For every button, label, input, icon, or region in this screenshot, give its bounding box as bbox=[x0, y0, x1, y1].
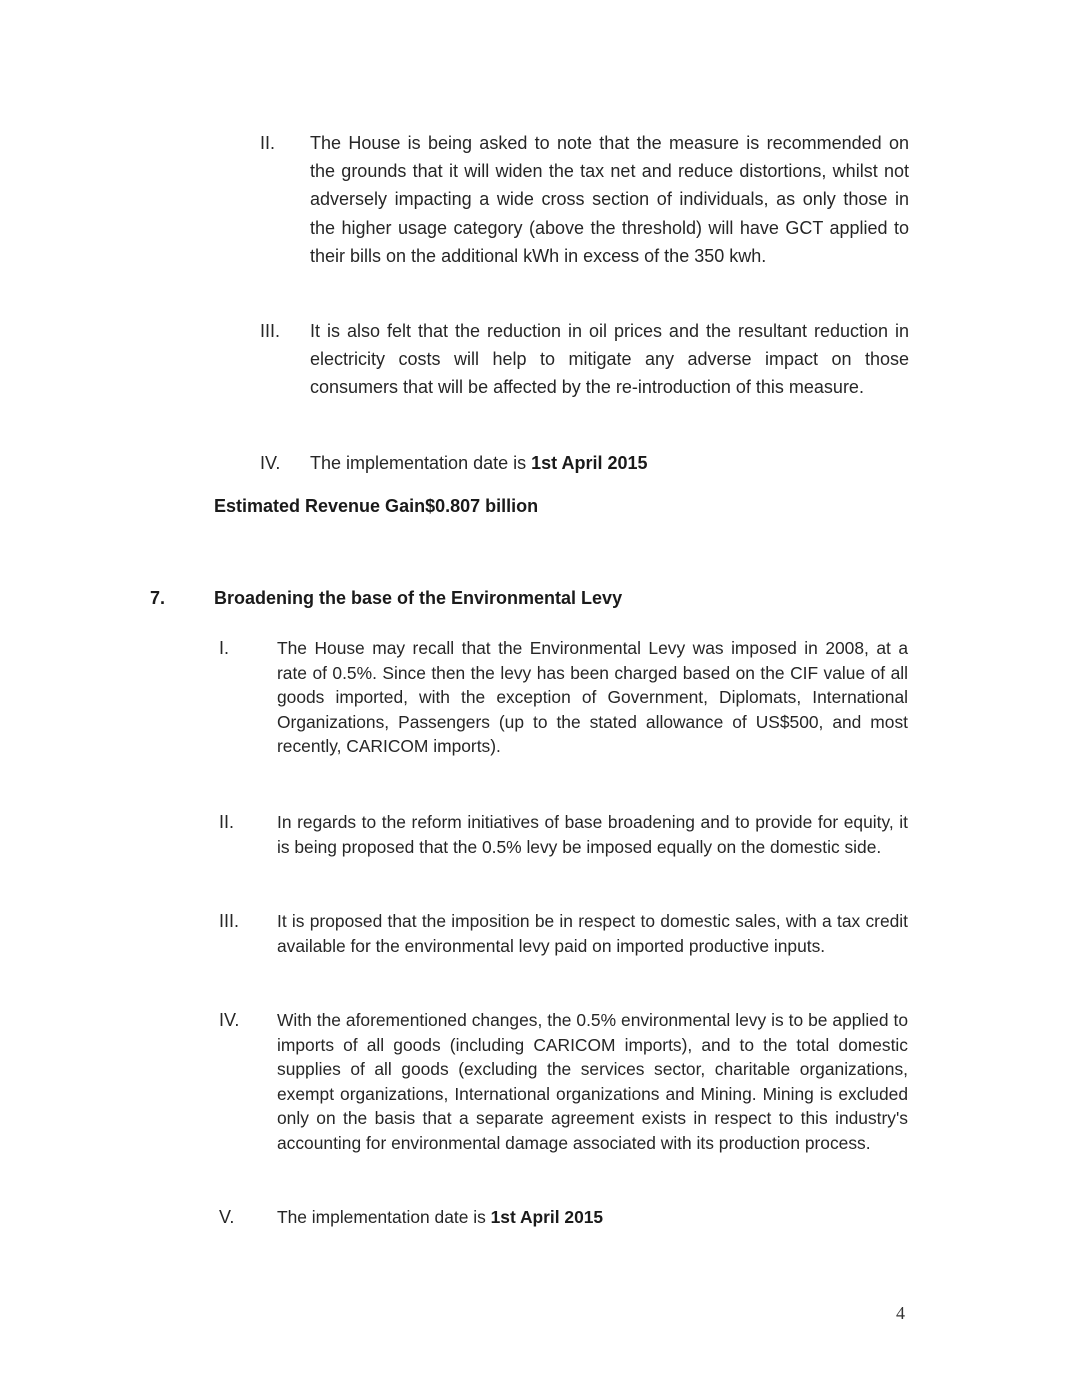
item-text bbox=[310, 449, 909, 477]
section-title: Broadening the base of the Environmental Levy bbox=[214, 588, 623, 608]
section-number: 7. bbox=[150, 588, 166, 608]
list-item bbox=[219, 810, 908, 859]
page-number: 4 bbox=[896, 1303, 905, 1323]
item-number: V. bbox=[219, 1207, 235, 1227]
item-text: In regards to the reform initiatives of base broadening and to provide for equity, it is being proposed that the 0.5% levy be imposed equally on the domestic side. bbox=[277, 812, 908, 857]
item-number: IV. bbox=[260, 453, 281, 473]
list-item bbox=[260, 317, 909, 402]
list-item bbox=[260, 449, 909, 477]
item-number: II. bbox=[219, 812, 235, 832]
item-number: III. bbox=[260, 321, 281, 341]
item-text: The House is being asked to note that the measure is recommended on the grounds that it will widen the tax net and reduce distortions, whilst not adversely impacting a wide cross section of individuals, as only those in the higher usage category (above the threshold) will have GCT applied to their bills on the additional kWh in excess of the 350 kwh. bbox=[310, 133, 909, 266]
item-text: It is also felt that the reduction in oil prices and the resultant reduction in electricity costs will help to mitigate any adverse impact on those consumers that will be affected by the re-introduction of this measure. bbox=[310, 321, 909, 398]
list-item bbox=[219, 1008, 908, 1156]
item-number: III. bbox=[219, 911, 240, 931]
list-item bbox=[219, 1205, 908, 1230]
item-text: The House may recall that the Environmental Levy was imposed in 2008, at a rate of 0.5%. Since then the levy has been charged based on the CIF value of all goods imported, with the exception of Government, Diplomats, International Organizations, Passengers (up to the stated allowance of US$500, and most recently, CARICOM imports). bbox=[277, 638, 908, 757]
implementation-label: The implementation date is bbox=[277, 1207, 491, 1227]
item-text: With the aforementioned changes, the 0.5% environmental levy is to be applied to imports of all goods (including CARICOM imports), and to the total domestic supplies of all goods (excluding the services sector, charitable organizations, exempt organizations, International organizations and Mining. Mining is excluded only on the basis that a separate agreement exists in respect to this industry's accounting for environmental damage associated with its production process. bbox=[277, 1010, 908, 1153]
item-text: It is proposed that the imposition be in respect to domestic sales, with a tax credit available for the environmental levy paid on imported productive inputs. bbox=[277, 911, 908, 956]
implementation-label: The implementation date is bbox=[310, 453, 532, 473]
item-text bbox=[277, 1205, 908, 1230]
list-item bbox=[219, 909, 908, 958]
estimated-revenue: Estimated Revenue Gain$0.807 billion bbox=[214, 496, 539, 516]
list-item bbox=[219, 636, 908, 759]
item-number: II. bbox=[260, 133, 276, 153]
implementation-date: 1st April 2015 bbox=[490, 1207, 604, 1227]
implementation-date: 1st April 2015 bbox=[531, 453, 648, 473]
item-number: I. bbox=[219, 638, 230, 658]
list-item bbox=[260, 129, 909, 270]
item-number: IV. bbox=[219, 1010, 240, 1030]
